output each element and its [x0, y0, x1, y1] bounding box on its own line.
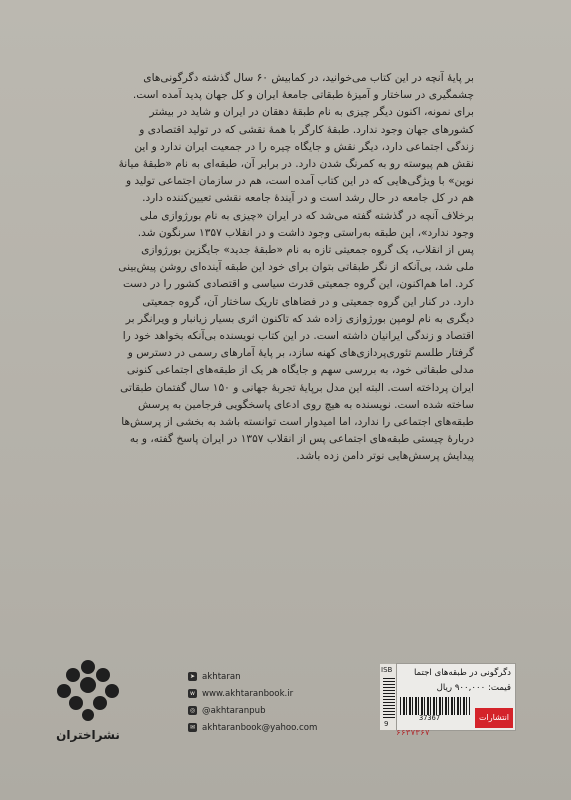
cover-blurb	[98, 70, 474, 466]
blurb-line: پس از انقلاب، یک گروه جمعیتی تازه به نام «طبقهٔ جدید» جایگزین بورژوازی	[141, 244, 474, 257]
blurb-line: دارد. در کنار این گروه جمعیتی و در فضاهای تاریک ساختار آن، گروه جمعیتی	[142, 295, 474, 308]
sticker-code: ۶۶۳۷۳۶۷	[396, 728, 430, 737]
blurb-line: کرد. اما هم‌اکنون، این گروه جمعیتی قدرت سیاسی و اقتصادی کشور را در دست	[122, 278, 474, 291]
isbn-label: ISB	[381, 666, 393, 674]
telegram-icon: ➤	[189, 673, 196, 680]
blurb-line: اقتصاد و زندگی ایرانیان داشته است. در این کتاب نویسنده بی‌آنکه بخواهد خود را	[122, 330, 474, 343]
instagram-icon: ◎	[189, 707, 196, 714]
blurb-line: پیدایش پرسش‌هایی نوتر دامن زده باشد.	[296, 450, 474, 463]
isbn-bars	[383, 678, 395, 718]
contact-instagram	[188, 702, 358, 719]
publisher-contacts	[188, 668, 358, 736]
blurb-line: مدلی طبقاتی خود، به بررسی سهم و جایگاه هر یک از طبقه‌های اجتماعی کنونی	[126, 364, 474, 377]
blurb-line: بر پایهٔ آنچه در این کتاب می‌خوانید، در کمابیش ۶۰ سال گذشته دگرگونی‌های	[143, 72, 474, 84]
publisher-name: نشراختران	[56, 728, 120, 742]
isbn-digit: 9	[384, 720, 389, 728]
publisher-logo-icon	[50, 655, 126, 725]
sticker-publisher-tag: انتشارات	[475, 708, 513, 728]
email-icon: ✉	[189, 724, 196, 731]
contact-text: www.akhtaranbook.ir	[202, 688, 294, 699]
blurb-line: برای نمونه، اکنون دیگر چیزی به نام طبقهٔ دهقان در ایران و شاید در بیشتر	[149, 106, 474, 119]
blurb-line: کشورهای جهان وجود ندارد. طبقهٔ کارگر با همهٔ نقشی که در تولید اقتصادی و	[139, 123, 474, 136]
blurb-line: چشمگیری در ساختار و آمیزهٔ طبقاتی جامعهٔ ایران و کل جهان پدید آمده است.	[132, 89, 474, 102]
blurb-line: برخلاف آنچه در گذشته گفته می‌شد که در ایران «چیزی به نام بورژوازی ملی	[139, 209, 474, 222]
sticker-barcode-number: 37367	[419, 714, 441, 722]
blurb-line: ساخته شده است. نویسنده به هیچ روی ادعای پاسخگویی فرجامین به پرسش	[138, 398, 474, 411]
blurb-line: هم در کل جامعه در حال رشد است و در آیندهٔ جامعه نقشی تعیین‌کننده دارد.	[142, 192, 474, 205]
blurb-line: وجود ندارد»، این طبقه به‌راستی وجود داشت و در انقلاب ۱۳۵۷ سرنگون شد.	[137, 226, 474, 239]
blurb-line: نقش هم پیوسته رو به کمرنگ شدن دارد. در برابر آن، طبقه‌ای به نام «طبقهٔ میانهٔ	[118, 158, 474, 171]
web-icon: w	[188, 689, 197, 698]
contact-text: akhtaran	[202, 671, 241, 682]
contact-text: akhtaranbook@yahoo.com	[202, 722, 318, 733]
isbn-barcode	[380, 664, 396, 730]
sticker-barcode	[400, 697, 470, 715]
blurb-line: ملی شد، بی‌آنکه از نگر طبقاتی بتوان برای خود این طبقه آینده‌ای روشن پیش‌بینی	[118, 261, 474, 274]
blurb-line: نوین» با ویژگی‌هایی که در این کتاب آمده است، هم در سازمان اجتماعی تولید و	[125, 175, 474, 188]
blurb-line: دربارهٔ چیستی طبقه‌های اجتماعی پس از انقلاب ۱۳۵۷ در ایران پاسخ گفته، و به	[129, 433, 474, 446]
contact-email	[188, 719, 358, 736]
price-sticker	[396, 663, 516, 731]
blurb-line: زندگی اجتماعی دارد، دیگر نقش و جایگاه چیره را در جمعیت ایران ندارد و این	[134, 140, 474, 153]
blurb-line: گرفتار طلسم تئوری‌پردازی‌های کهنه سازد، بر پایهٔ آمارهای رسمی در دسترس و	[127, 347, 474, 360]
sticker-title: دگرگونی در طبقه‌های اجتما	[413, 668, 511, 678]
blurb-line: طبقه‌های اجتماعی را ندارد، اما امیدوار است توانسته باشد به بخشی از پرسش‌ها	[121, 416, 474, 429]
blurb-line: ایران پرداخته است. البته این مدل برپایهٔ تجربهٔ جهانی و ۱۵۰ سال گفتمان طبقاتی	[120, 381, 474, 394]
sticker-price: قیمت: ۹۰۰,۰۰۰ ریال	[436, 683, 511, 693]
contact-text: @akhtaranpub	[202, 705, 266, 716]
blurb-line: دیگری به نام لومپن بورژوازی زاده شد که تاکنون اثری بسیار زیانبار و ویرانگر بر	[125, 312, 474, 325]
contact-website	[188, 685, 358, 702]
contact-telegram	[188, 668, 358, 685]
